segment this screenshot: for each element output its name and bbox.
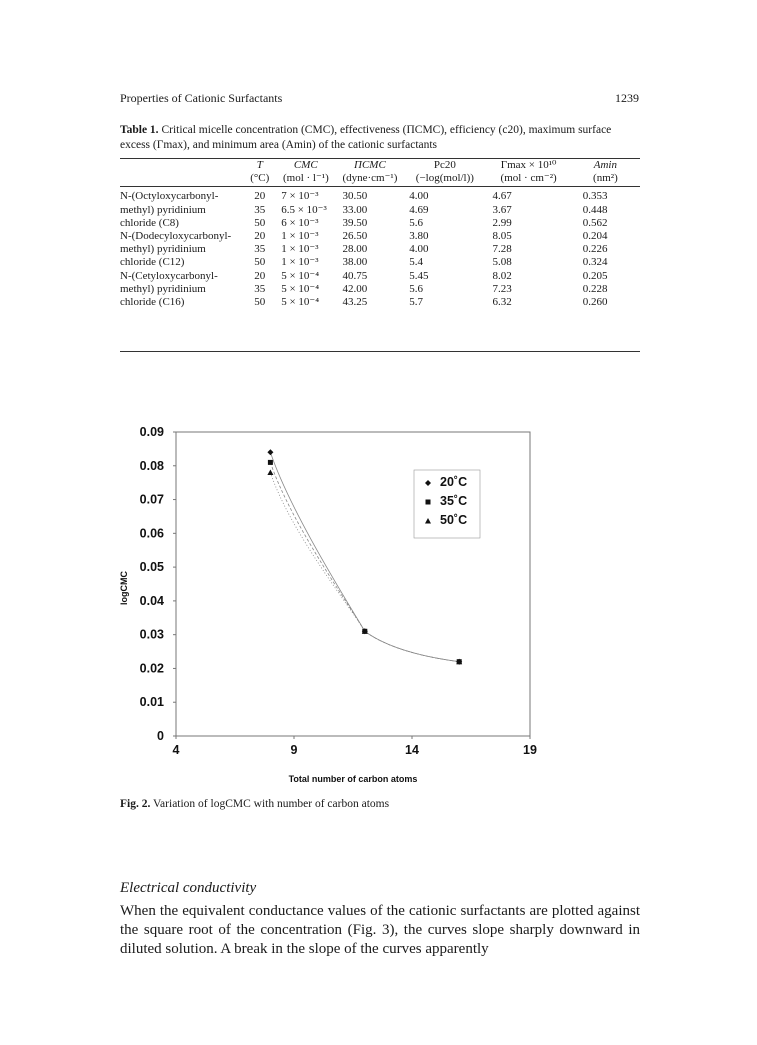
col-unit-3: (dyne·cm⁻¹) <box>342 172 398 185</box>
table-cell: 1 × 10⁻³ <box>281 230 319 243</box>
col-header-5: Γmax × 10¹⁰ <box>500 159 557 171</box>
table-cell: 43.25 <box>342 296 368 309</box>
section-heading: Electrical conductivity <box>120 880 257 896</box>
y-axis-label: logCMC <box>119 571 129 605</box>
compound-name-cell: chloride (C16) <box>120 296 185 309</box>
y-tick-label: 0.04 <box>139 593 164 608</box>
col-unit-2: (mol · l⁻¹) <box>282 172 329 185</box>
figure-caption <box>120 798 389 810</box>
table-cell: 5.4 <box>409 256 424 269</box>
table-cell: 0.324 <box>582 256 608 269</box>
legend-label: 35˚C <box>440 494 468 508</box>
x-axis-label: Total number of carbon atoms <box>288 774 418 784</box>
table-cell: 6.32 <box>492 296 512 309</box>
table-cell: 5.45 <box>409 269 429 282</box>
table-1 <box>120 159 640 309</box>
table-bottom-rule <box>120 351 640 352</box>
table-cell: 28.00 <box>342 243 368 256</box>
table-row <box>120 190 640 203</box>
data-point-triangle <box>267 470 273 476</box>
table-cell: 35 <box>254 282 266 295</box>
table-cell: 3.80 <box>409 230 429 243</box>
table-cell: 4.00 <box>409 243 429 256</box>
table-cell: 4.00 <box>409 190 429 203</box>
data-point-square <box>268 460 273 465</box>
table-header-row <box>120 159 640 172</box>
page-number: 1239 <box>615 91 639 105</box>
figure-caption-label: Fig. 2. <box>120 798 151 810</box>
table-cell: 1 × 10⁻³ <box>281 256 319 269</box>
table-header-row-units <box>120 172 640 185</box>
table-cell: 7 × 10⁻³ <box>281 190 319 203</box>
table-row <box>120 296 640 309</box>
table-cell: 5.08 <box>492 256 512 269</box>
y-tick-label: 0.03 <box>139 627 164 642</box>
table-cell: 38.00 <box>342 256 368 269</box>
compound-name-cell: chloride (C12) <box>120 256 185 269</box>
table-head <box>120 159 640 190</box>
table-cell: 30.50 <box>342 190 368 203</box>
data-point-diamond <box>267 449 273 455</box>
y-tick-label: 0.08 <box>139 458 164 473</box>
table-cell: 50 <box>254 296 266 309</box>
y-tick-label: 0 <box>157 729 164 743</box>
table-cell: 35 <box>254 243 266 256</box>
table-cell: 20 <box>254 230 266 243</box>
compound-name-cell: N-(Cetyloxycarbonyl- <box>120 269 218 282</box>
body-paragraph: When the equivalent conductance values of the cationic surfactants are plotted against the square root of the concentration (Fig. 3), the curves slope sharply downward in diluted solution. A break in the slope of the curves apparently <box>120 903 640 957</box>
table-row <box>120 230 640 243</box>
legend-label: 20˚C <box>440 475 468 489</box>
chart-legend <box>414 470 480 538</box>
col-header-1: T <box>256 159 263 171</box>
table-row <box>120 204 640 217</box>
table-cell: 26.50 <box>342 230 368 243</box>
table-cell: 50 <box>254 256 266 269</box>
table-cell: 5 × 10⁻⁴ <box>281 269 320 282</box>
table-cell: 20 <box>254 269 266 282</box>
logcmc-chart <box>100 420 540 792</box>
y-tick-label: 0.01 <box>139 695 164 710</box>
table-cell: 4.67 <box>492 190 512 203</box>
table-row <box>120 270 640 283</box>
table-cell: 0.228 <box>582 282 608 295</box>
table-row <box>120 217 640 230</box>
table-cell: 33.00 <box>342 203 368 216</box>
figure-caption-text: Variation of logCMC with number of carbon atoms <box>153 798 390 810</box>
y-tick-label: 0.02 <box>139 661 164 676</box>
table-cell: 0.205 <box>582 269 608 282</box>
table-cell: 7.23 <box>492 282 512 295</box>
col-unit-0 <box>120 172 244 185</box>
table-cell: 2.99 <box>492 216 512 229</box>
compound-name-cell: methyl) pyridinium <box>120 243 206 256</box>
col-unit-5: (mol · cm⁻²) <box>500 172 557 185</box>
col-header-6: Amin <box>593 159 617 171</box>
table-cell: 0.260 <box>582 296 608 309</box>
y-tick-label: 0.07 <box>139 492 164 507</box>
y-tick-label: 0.09 <box>139 425 164 439</box>
table-cell: 0.448 <box>582 203 608 216</box>
table-cell: 6.5 × 10⁻³ <box>281 203 327 216</box>
col-unit-4: (−log(mol/l)) <box>415 172 474 185</box>
x-tick-label: 9 <box>290 743 298 757</box>
y-tick-label: 0.05 <box>139 560 164 575</box>
table-row <box>120 243 640 256</box>
table-cell: 0.562 <box>582 216 608 229</box>
table-cell: 40.75 <box>342 269 368 282</box>
table-cell: 39.50 <box>342 216 368 229</box>
col-header-3: ΠCMC <box>354 159 386 171</box>
compound-name-cell: methyl) pyridinium <box>120 203 206 216</box>
table-row <box>120 256 640 269</box>
legend-square-icon <box>426 500 431 505</box>
table-cell: 1 × 10⁻³ <box>281 243 319 256</box>
compound-name-cell: N-(Octyloxycarbonyl- <box>120 190 219 203</box>
table-cell: 0.226 <box>582 243 608 256</box>
table-cell: 5.7 <box>409 296 424 309</box>
col-header-4: Pc20 <box>433 159 456 171</box>
table-caption-label: Table 1. <box>120 124 159 136</box>
compound-name-cell: N-(Dodecyloxycarbonyl- <box>120 230 232 243</box>
table-cell: 50 <box>254 216 266 229</box>
y-tick-label: 0.06 <box>139 526 164 541</box>
table-cell: 8.02 <box>492 269 512 282</box>
table-cell: 5 × 10⁻⁴ <box>281 282 320 295</box>
table-cell: 6 × 10⁻³ <box>281 216 319 229</box>
legend-label: 50˚C <box>440 513 468 527</box>
table-caption <box>120 123 640 153</box>
col-unit-6: (nm²) <box>593 172 618 185</box>
table-cell: 20 <box>254 190 266 203</box>
table-cell: 42.00 <box>342 282 368 295</box>
x-tick-label: 4 <box>172 743 180 757</box>
table-cell: 5.6 <box>409 282 424 295</box>
compound-name-cell: chloride (C8) <box>120 216 179 229</box>
col-unit-1: (°C) <box>250 172 270 185</box>
table-cell: 5.6 <box>409 216 424 229</box>
col-header-0 <box>120 159 244 172</box>
table-cell: 8.05 <box>492 230 512 243</box>
x-tick-label: 14 <box>405 743 419 757</box>
table-cell: 0.353 <box>582 190 608 203</box>
running-title: Properties of Cationic Surfactants <box>120 91 283 105</box>
table-cell: 0.204 <box>582 230 608 243</box>
table-cell: 7.28 <box>492 243 512 256</box>
x-tick-label: 19 <box>523 743 537 757</box>
table-cell: 3.67 <box>492 203 512 216</box>
table-row <box>120 283 640 296</box>
table-cell: 5 × 10⁻⁴ <box>281 296 320 309</box>
table-body <box>120 190 640 309</box>
table-caption-text: Critical micelle concentration (CMC), effectiveness (ΠCMC), efficiency (c20), maximum surface excess (Γmax), and minimum area (Amin) of the cationic surfactants <box>120 124 612 151</box>
table-cell: 35 <box>254 203 266 216</box>
table-cell: 4.69 <box>409 203 429 216</box>
col-header-2: CMC <box>293 159 318 171</box>
compound-name-cell: methyl) pyridinium <box>120 282 206 295</box>
